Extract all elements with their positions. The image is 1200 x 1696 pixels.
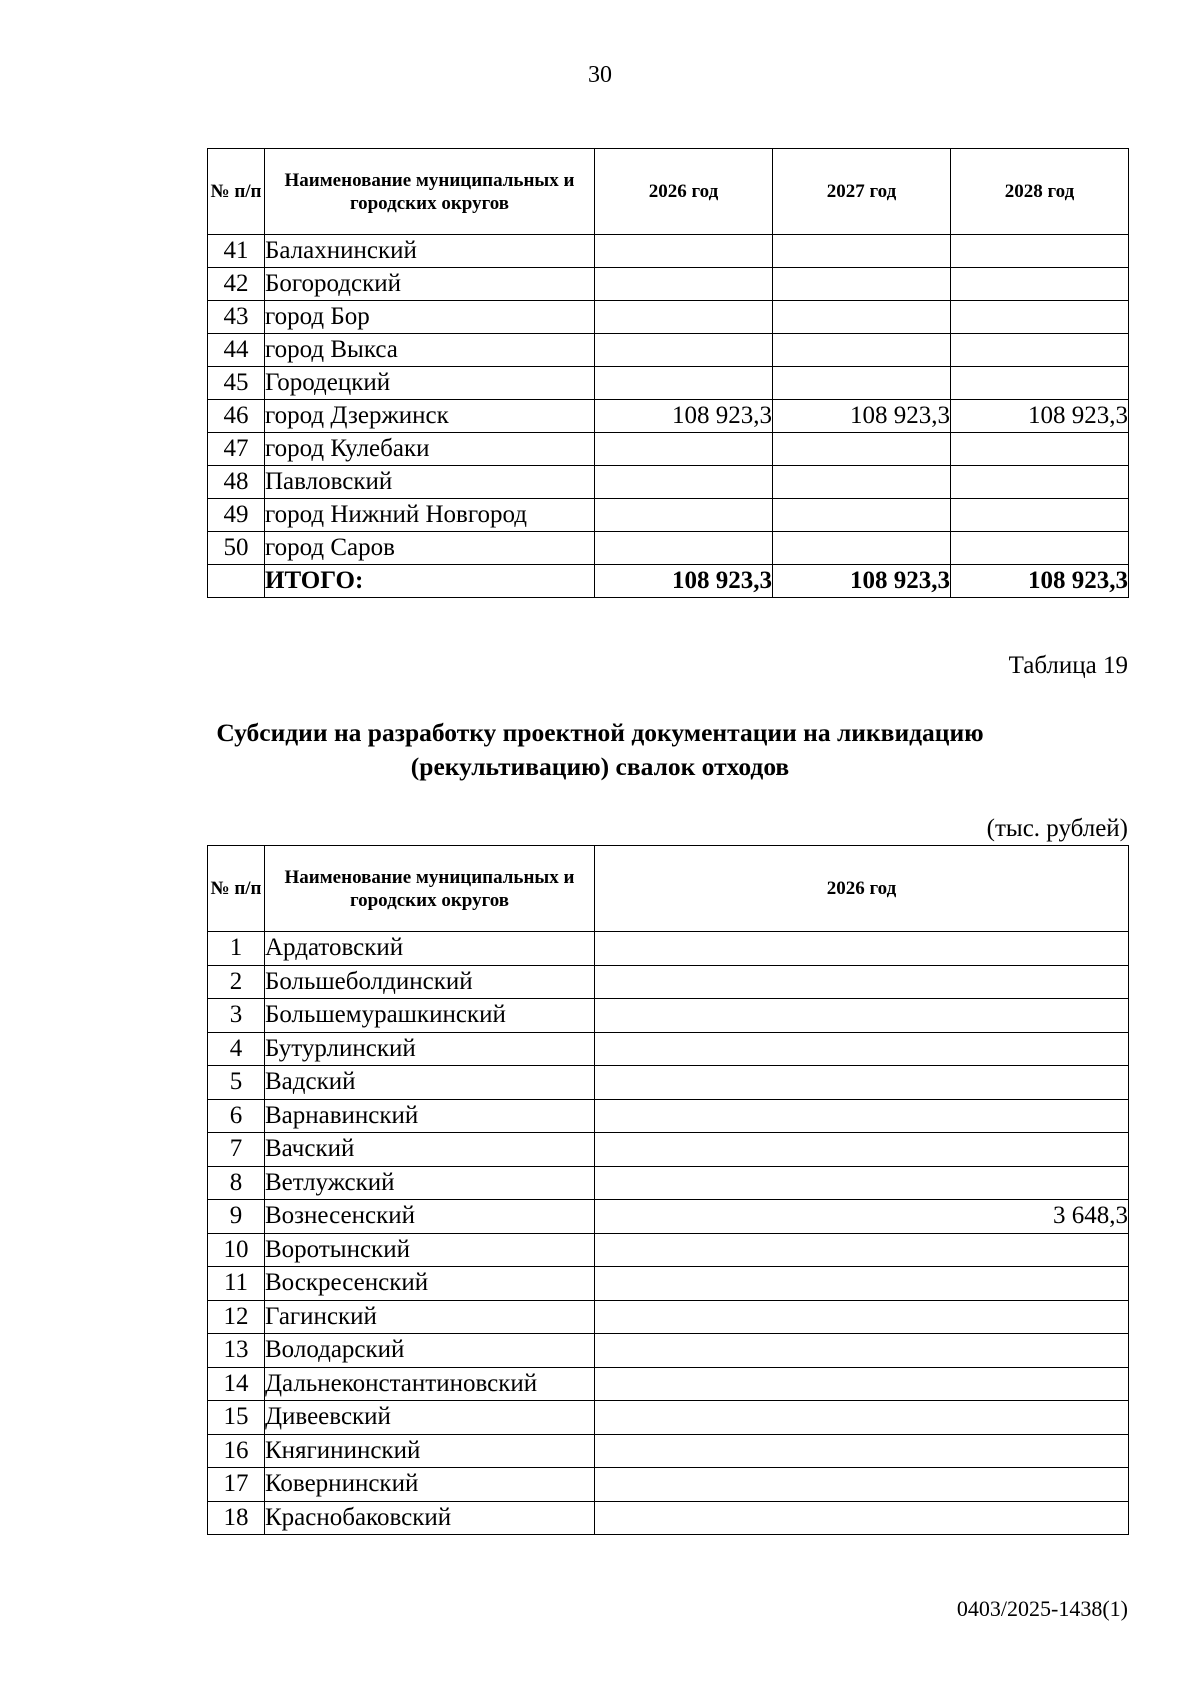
total-2028: 108 923,3 bbox=[951, 565, 1129, 598]
table-row bbox=[208, 1468, 1129, 1502]
value-2027: 108 923,3 bbox=[773, 400, 951, 433]
value-2027 bbox=[773, 466, 951, 499]
table-row bbox=[208, 1233, 1129, 1267]
value-2026 bbox=[595, 532, 773, 565]
value-2026 bbox=[595, 1401, 1129, 1435]
table-caption: Таблица 19 bbox=[1008, 652, 1128, 679]
table-row bbox=[208, 1367, 1129, 1401]
district-name: Володарский bbox=[265, 1334, 595, 1368]
value-2026 bbox=[595, 334, 773, 367]
value-2028 bbox=[951, 235, 1129, 268]
value-2027 bbox=[773, 268, 951, 301]
value-2026 bbox=[595, 1267, 1129, 1301]
table-row bbox=[208, 1066, 1129, 1100]
district-name: Ветлужский bbox=[265, 1166, 595, 1200]
value-2026: 3 648,3 bbox=[595, 1200, 1129, 1234]
value-2027 bbox=[773, 367, 951, 400]
row-number: 2 bbox=[208, 965, 265, 999]
row-number: 1 bbox=[208, 932, 265, 966]
value-2026 bbox=[595, 999, 1129, 1033]
row-number: 7 bbox=[208, 1133, 265, 1167]
district-name: Вознесенский bbox=[265, 1200, 595, 1234]
table-body bbox=[208, 235, 1129, 598]
total-num-cell bbox=[208, 565, 265, 598]
district-name: Княгининский bbox=[265, 1434, 595, 1468]
value-2026 bbox=[595, 466, 773, 499]
district-name: город Кулебаки bbox=[265, 433, 595, 466]
row-number: 6 bbox=[208, 1099, 265, 1133]
row-number: 5 bbox=[208, 1066, 265, 1100]
table-row bbox=[208, 1133, 1129, 1167]
value-2028 bbox=[951, 268, 1129, 301]
value-2026 bbox=[595, 1468, 1129, 1502]
table-title bbox=[0, 716, 1200, 784]
value-2026 bbox=[595, 1133, 1129, 1167]
district-name: Варнавинский bbox=[265, 1099, 595, 1133]
value-2026 bbox=[595, 367, 773, 400]
table-row bbox=[208, 1434, 1129, 1468]
district-name: Краснобаковский bbox=[265, 1501, 595, 1535]
value-2026 bbox=[595, 1099, 1129, 1133]
district-name: Дивеевский bbox=[265, 1401, 595, 1435]
value-2026 bbox=[595, 433, 773, 466]
district-name: Ардатовский bbox=[265, 932, 595, 966]
district-name: Гагинский bbox=[265, 1300, 595, 1334]
district-name: Городецкий bbox=[265, 367, 595, 400]
value-2028 bbox=[951, 367, 1129, 400]
row-number: 49 bbox=[208, 499, 265, 532]
table-row bbox=[208, 1099, 1129, 1133]
district-name: Воскресенский bbox=[265, 1267, 595, 1301]
table-row bbox=[208, 1166, 1129, 1200]
table-row bbox=[208, 932, 1129, 966]
table-body bbox=[208, 932, 1129, 1535]
value-2026 bbox=[595, 235, 773, 268]
value-2026 bbox=[595, 1032, 1129, 1066]
header-2028: 2028 год bbox=[951, 149, 1129, 235]
value-2026: 108 923,3 bbox=[595, 400, 773, 433]
row-number: 3 bbox=[208, 999, 265, 1033]
row-number: 48 bbox=[208, 466, 265, 499]
table-title-line-1: Субсидии на разработку проектной документации на ликвидацию bbox=[216, 718, 984, 747]
value-2026 bbox=[595, 301, 773, 334]
value-2027 bbox=[773, 235, 951, 268]
row-number: 44 bbox=[208, 334, 265, 367]
row-number: 13 bbox=[208, 1334, 265, 1368]
value-2026 bbox=[595, 932, 1129, 966]
value-2027 bbox=[773, 433, 951, 466]
total-2026: 108 923,3 bbox=[595, 565, 773, 598]
header-num: № п/п bbox=[208, 846, 265, 932]
value-2027 bbox=[773, 499, 951, 532]
table-header-row bbox=[208, 846, 1129, 932]
row-number: 50 bbox=[208, 532, 265, 565]
header-name: Наименование муниципальных и городских округов bbox=[265, 149, 595, 235]
value-2026 bbox=[595, 1233, 1129, 1267]
row-number: 12 bbox=[208, 1300, 265, 1334]
value-2026 bbox=[595, 1434, 1129, 1468]
page-number: 30 bbox=[588, 62, 612, 88]
row-number: 42 bbox=[208, 268, 265, 301]
district-name: город Дзержинск bbox=[265, 400, 595, 433]
value-2026 bbox=[595, 965, 1129, 999]
table-row bbox=[208, 1267, 1129, 1301]
total-label: ИТОГО: bbox=[265, 565, 595, 598]
district-name: Дальнеконстантиновский bbox=[265, 1367, 595, 1401]
table-row bbox=[208, 999, 1129, 1033]
row-number: 45 bbox=[208, 367, 265, 400]
row-number: 43 bbox=[208, 301, 265, 334]
value-2027 bbox=[773, 334, 951, 367]
document-code: 0403/2025-1438(1) bbox=[956, 1596, 1128, 1621]
district-name: Вадский bbox=[265, 1066, 595, 1100]
row-number: 16 bbox=[208, 1434, 265, 1468]
table-row bbox=[208, 367, 1129, 400]
table-row bbox=[208, 532, 1129, 565]
row-number: 47 bbox=[208, 433, 265, 466]
header-2027: 2027 год bbox=[773, 149, 951, 235]
subsidy-table-18 bbox=[207, 148, 1129, 598]
row-number: 46 bbox=[208, 400, 265, 433]
value-2026 bbox=[595, 499, 773, 532]
district-name: город Выкса bbox=[265, 334, 595, 367]
value-2026 bbox=[595, 1334, 1129, 1368]
row-number: 18 bbox=[208, 1501, 265, 1535]
value-2026 bbox=[595, 1501, 1129, 1535]
value-2027 bbox=[773, 301, 951, 334]
table-row bbox=[208, 1300, 1129, 1334]
value-2026 bbox=[595, 1066, 1129, 1100]
table-row bbox=[208, 268, 1129, 301]
district-name: Воротынский bbox=[265, 1233, 595, 1267]
table-row bbox=[208, 1334, 1129, 1368]
district-name: город Бор bbox=[265, 301, 595, 334]
table-row bbox=[208, 235, 1129, 268]
district-name: Богородский bbox=[265, 268, 595, 301]
table-row bbox=[208, 1501, 1129, 1535]
row-number: 9 bbox=[208, 1200, 265, 1234]
header-num: № п/п bbox=[208, 149, 265, 235]
district-name: Бутурлинский bbox=[265, 1032, 595, 1066]
row-number: 10 bbox=[208, 1233, 265, 1267]
row-number: 14 bbox=[208, 1367, 265, 1401]
value-2028 bbox=[951, 433, 1129, 466]
row-number: 8 bbox=[208, 1166, 265, 1200]
units-note: (тыс. рублей) bbox=[986, 815, 1128, 842]
district-name: Большемурашкинский bbox=[265, 999, 595, 1033]
table-row bbox=[208, 1200, 1129, 1234]
value-2026 bbox=[595, 1300, 1129, 1334]
district-name: город Нижний Новгород bbox=[265, 499, 595, 532]
value-2027 bbox=[773, 532, 951, 565]
header-2026: 2026 год bbox=[595, 846, 1129, 932]
row-number: 11 bbox=[208, 1267, 265, 1301]
district-name: Большеболдинский bbox=[265, 965, 595, 999]
table-row bbox=[208, 1032, 1129, 1066]
district-name: Ковернинский bbox=[265, 1468, 595, 1502]
row-number: 4 bbox=[208, 1032, 265, 1066]
header-name: Наименование муниципальных и городских округов bbox=[265, 846, 595, 932]
subsidy-table-19 bbox=[207, 845, 1129, 1535]
table-row bbox=[208, 499, 1129, 532]
value-2028 bbox=[951, 301, 1129, 334]
value-2026 bbox=[595, 1166, 1129, 1200]
district-name: Балахнинский bbox=[265, 235, 595, 268]
value-2026 bbox=[595, 268, 773, 301]
value-2028 bbox=[951, 532, 1129, 565]
table-header-row bbox=[208, 149, 1129, 235]
table-row bbox=[208, 466, 1129, 499]
total-row bbox=[208, 565, 1129, 598]
value-2028: 108 923,3 bbox=[951, 400, 1129, 433]
district-name: город Саров bbox=[265, 532, 595, 565]
table-row bbox=[208, 400, 1129, 433]
table-row bbox=[208, 433, 1129, 466]
value-2028 bbox=[951, 499, 1129, 532]
table-row bbox=[208, 965, 1129, 999]
value-2028 bbox=[951, 466, 1129, 499]
table-row bbox=[208, 1401, 1129, 1435]
value-2026 bbox=[595, 1367, 1129, 1401]
district-name: Вачский bbox=[265, 1133, 595, 1167]
value-2028 bbox=[951, 334, 1129, 367]
table-row bbox=[208, 301, 1129, 334]
total-2027: 108 923,3 bbox=[773, 565, 951, 598]
row-number: 17 bbox=[208, 1468, 265, 1502]
row-number: 41 bbox=[208, 235, 265, 268]
district-name: Павловский bbox=[265, 466, 595, 499]
row-number: 15 bbox=[208, 1401, 265, 1435]
table-title-line-2: (рекультивацию) свалок отходов bbox=[410, 752, 790, 781]
header-2026: 2026 год bbox=[595, 149, 773, 235]
table-row bbox=[208, 334, 1129, 367]
